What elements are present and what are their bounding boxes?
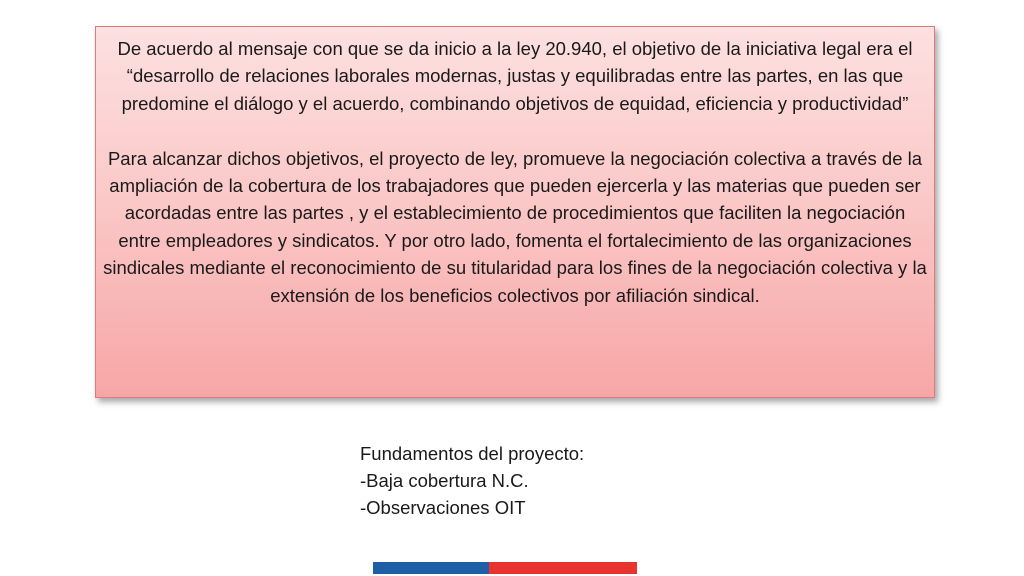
fundamentos-item-baja-cobertura: -Baja cobertura N.C. [360,470,529,491]
paragraph-spacer [102,117,928,144]
callout-paragraph-2: Para alcanzar dichos objetivos, el proyecto de ley, promueve la negociación colectiva a través de la ampliación de la cobertura de los trabajadores que pueden ejercerla y las materias que pueden ser acordadas entre las partes , y el establecimiento de procedimientos que faciliten la negociación entre empleadores y sindicatos. Y por otro lado, fomenta el fortalecimiento de las organizaciones sindicales mediante el reconocimiento de su titularidad para los fines de la negociación colectiva y la extensión de los beneficios colectivos por afiliación sindical. [103,147,927,306]
fundamentos-list [360,440,584,521]
callout-paragraph-1: De acuerdo al mensaje con que se da inicio a la ley 20.940, el objetivo de la iniciativa legal era el “desarrollo de relaciones laborales modernas, justas y equilibradas entre las partes, en las que predomine el diálogo y el acuerdo, combinando objetivos de equidad, eficiencia y productividad” [117,38,913,114]
footer-bar-blue-segment [373,562,489,574]
footer-bar-red-segment [489,562,637,574]
footer-color-bar [373,562,637,574]
callout-box [95,26,935,398]
fundamentos-item-observaciones-oit: -Observaciones OIT [360,497,526,518]
fundamentos-heading: Fundamentos del proyecto: [360,443,585,464]
